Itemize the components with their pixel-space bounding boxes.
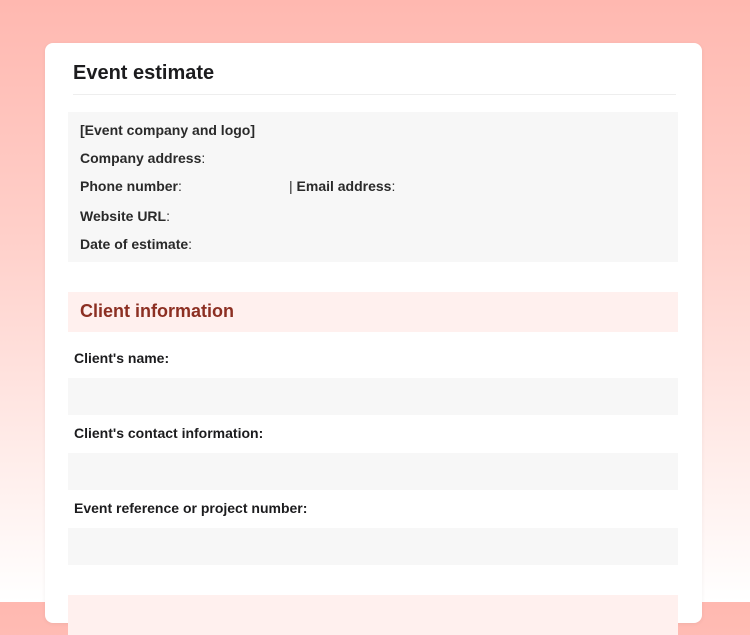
colon: : bbox=[166, 208, 170, 224]
contact-line bbox=[80, 178, 640, 194]
client-name-field[interactable] bbox=[68, 378, 678, 415]
event-reference-label: Event reference or project number: bbox=[74, 500, 308, 516]
company-address-label: Company address bbox=[80, 150, 202, 166]
email-label: Email address bbox=[296, 178, 392, 194]
website-label: Website URL bbox=[80, 208, 167, 224]
phone-label: Phone number bbox=[80, 178, 179, 194]
date-label: Date of estimate bbox=[80, 236, 189, 252]
company-logo-text: [Event company and logo] bbox=[80, 122, 256, 138]
event-reference-field[interactable] bbox=[68, 528, 678, 565]
page-title: Event estimate bbox=[73, 62, 215, 84]
client-contact-field[interactable] bbox=[68, 453, 678, 490]
client-info-section-header bbox=[68, 292, 678, 332]
company-logo-placeholder bbox=[80, 122, 255, 138]
colon: : bbox=[391, 178, 396, 194]
next-section-header bbox=[68, 595, 678, 635]
website-line bbox=[80, 208, 170, 224]
colon: : bbox=[201, 150, 206, 166]
company-address-line bbox=[80, 150, 205, 166]
client-name-label: Client's name: bbox=[74, 350, 170, 366]
colon: : bbox=[178, 178, 182, 194]
title-divider bbox=[73, 94, 676, 95]
client-contact-label: Client's contact information: bbox=[74, 425, 264, 441]
separator: | bbox=[289, 178, 293, 194]
section-title: Client information bbox=[80, 301, 234, 321]
estimate-card bbox=[45, 43, 702, 623]
company-header-box bbox=[68, 112, 678, 262]
colon: : bbox=[188, 236, 193, 252]
email-part bbox=[289, 178, 395, 194]
date-line bbox=[80, 236, 192, 252]
